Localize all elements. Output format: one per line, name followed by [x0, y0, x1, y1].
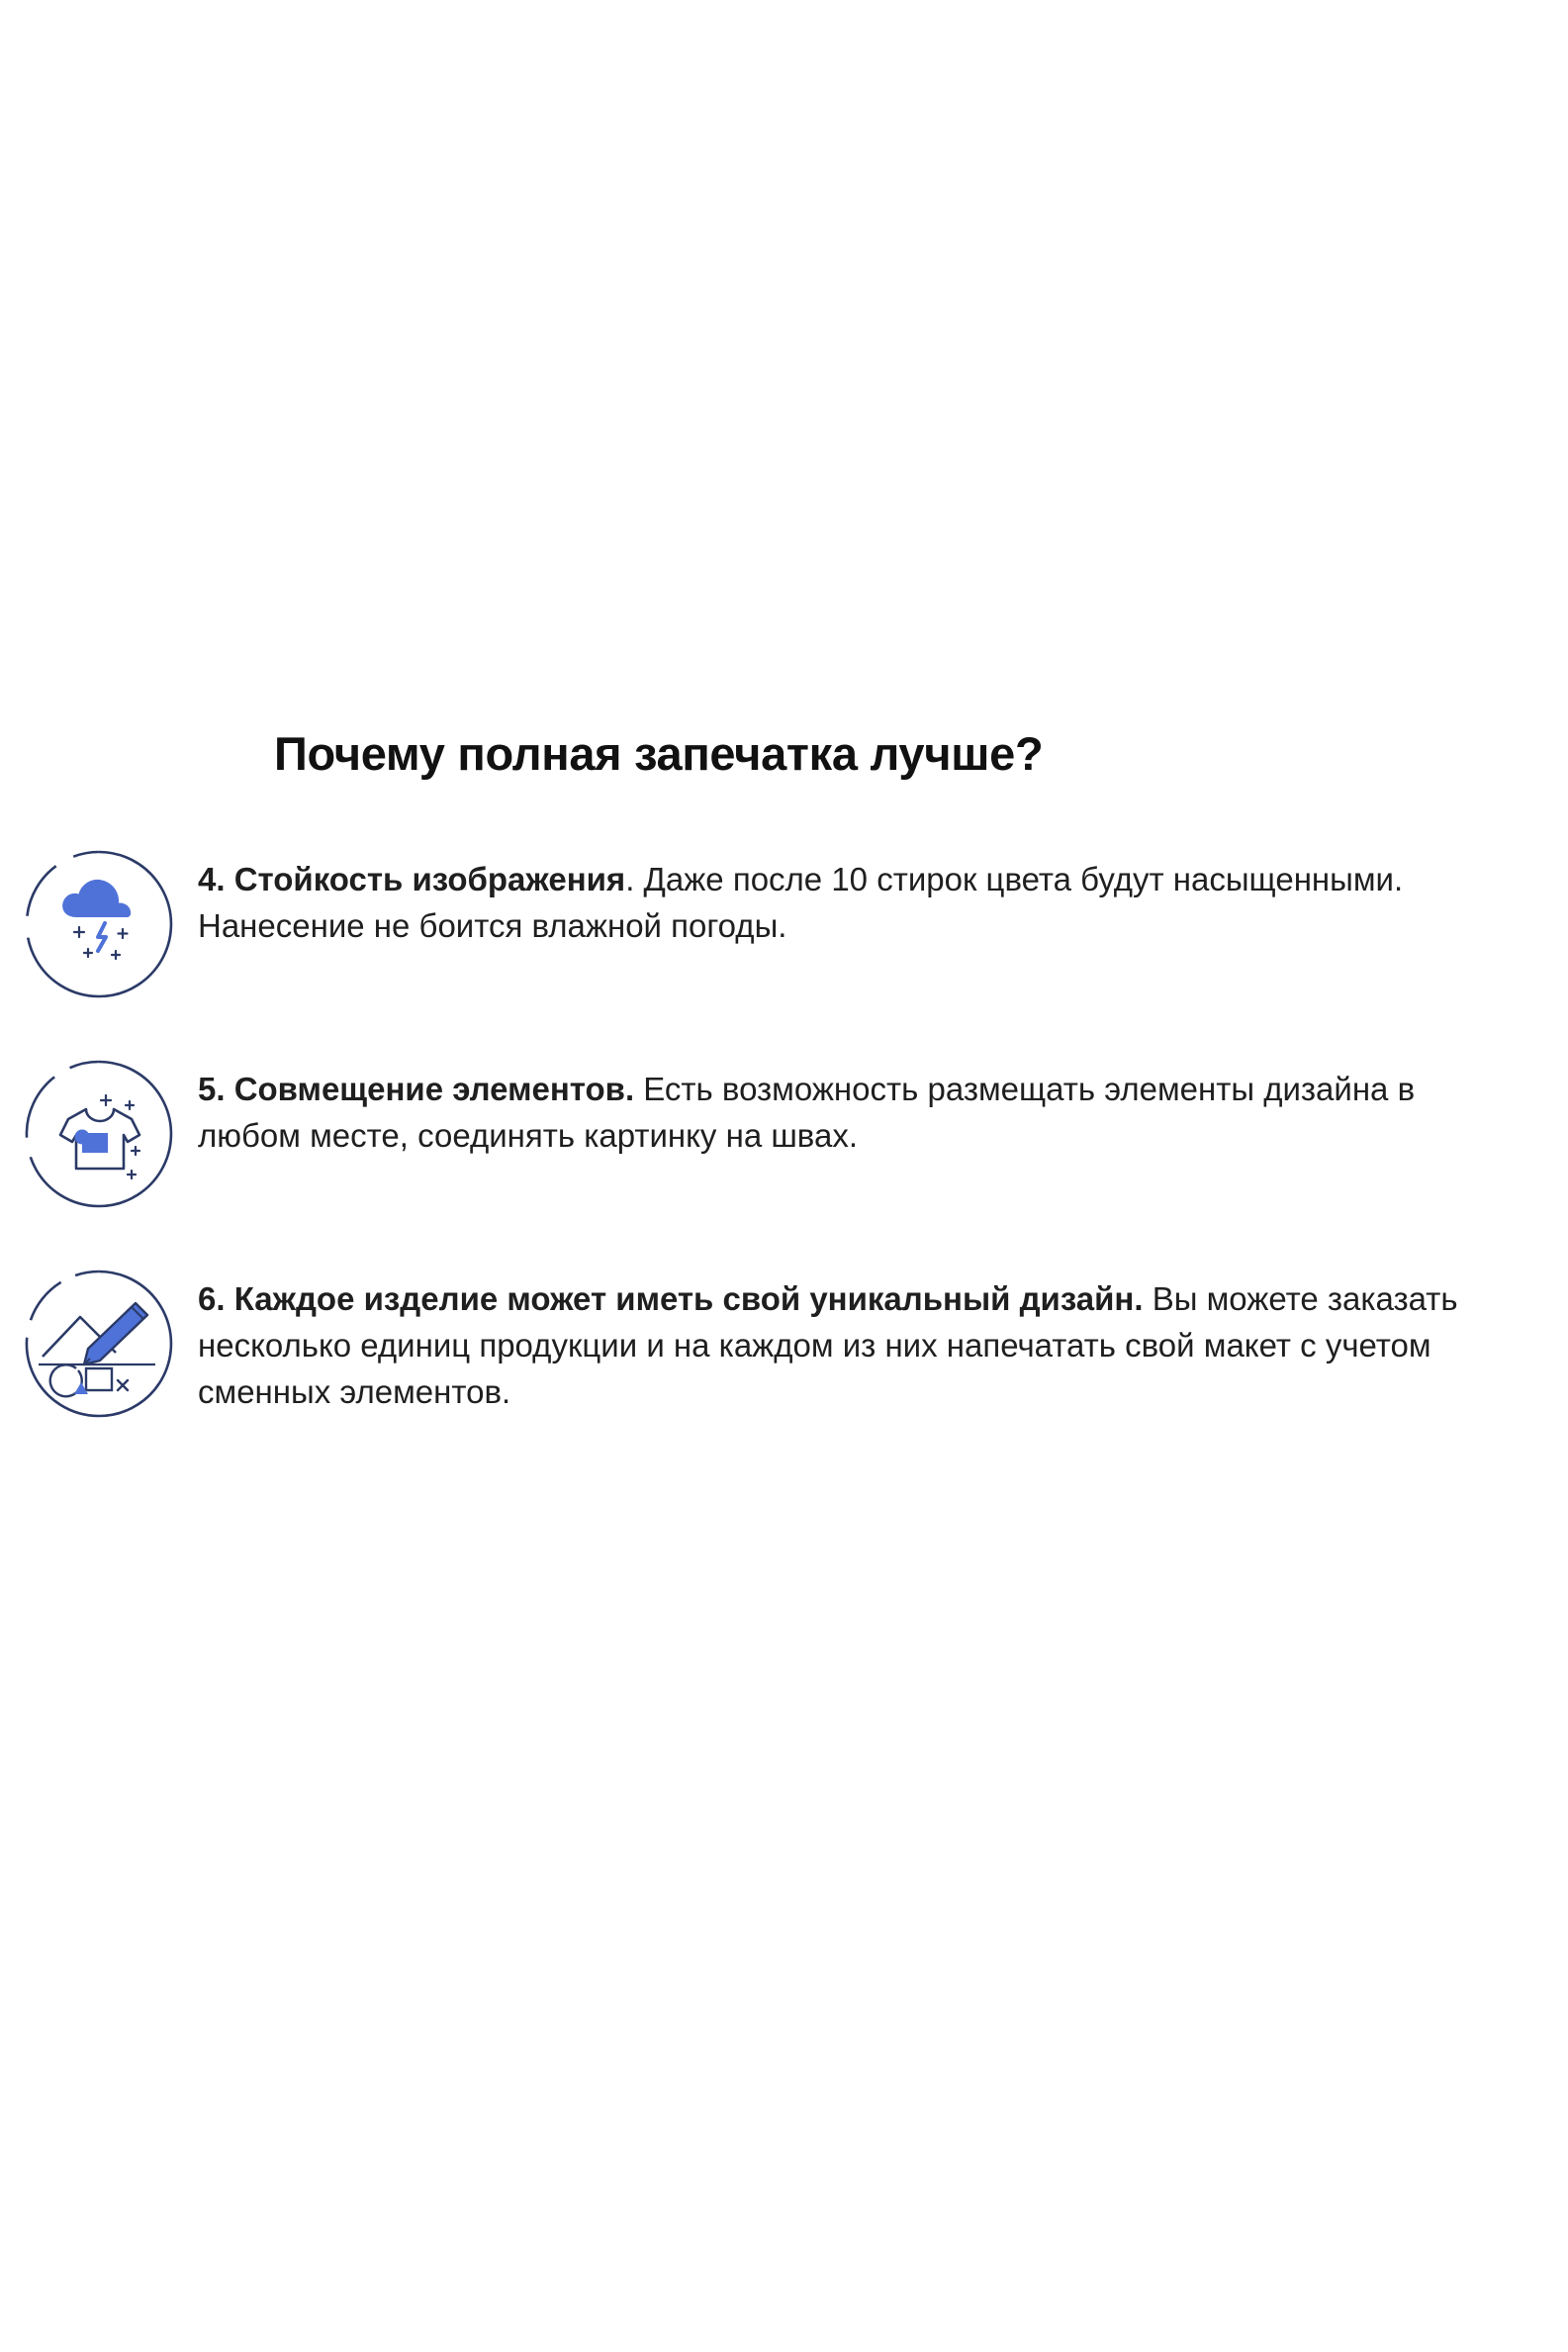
- item-body: Вы можете заказать несколько единиц продукции и на каждом из них напечатать свой макет с учетом сменных элементов.: [198, 1280, 1458, 1411]
- item-title: 6. Каждое изделие может иметь свой уникальный дизайн.: [198, 1280, 1144, 1318]
- item-paragraph: [198, 1066, 1493, 1159]
- item-body: Есть возможность размещать элементы дизайна в любом месте, соединять картинку на швах.: [198, 1071, 1416, 1155]
- rain-cloud-icon: [21, 846, 177, 1002]
- tshirt-print-icon: [21, 1056, 177, 1212]
- icon-container: [0, 842, 198, 1002]
- item-paragraph: [198, 1275, 1493, 1416]
- item-title: 5. Совмещение элементов.: [198, 1071, 635, 1108]
- list-item: [0, 1262, 1568, 1422]
- icon-container: [0, 1052, 198, 1212]
- item-paragraph: [198, 856, 1493, 949]
- list-item: [0, 1052, 1568, 1212]
- item-title-suffix: .: [625, 861, 635, 898]
- icon-container: [0, 1262, 198, 1422]
- text-container: [198, 842, 1568, 949]
- page-title: Почему полная запечатка лучше?: [274, 727, 1044, 780]
- text-container: [198, 1052, 1568, 1159]
- list-item: [0, 842, 1568, 1002]
- text-container: [198, 1262, 1568, 1416]
- content-block: [0, 727, 1568, 1471]
- item-title: 4. Стойкость изображения: [198, 861, 626, 898]
- item-body: Даже после 10 стирок цвета будут насыщенными. Нанесение не боится влажной погоды.: [198, 861, 1404, 945]
- pencil-design-icon: [21, 1266, 177, 1422]
